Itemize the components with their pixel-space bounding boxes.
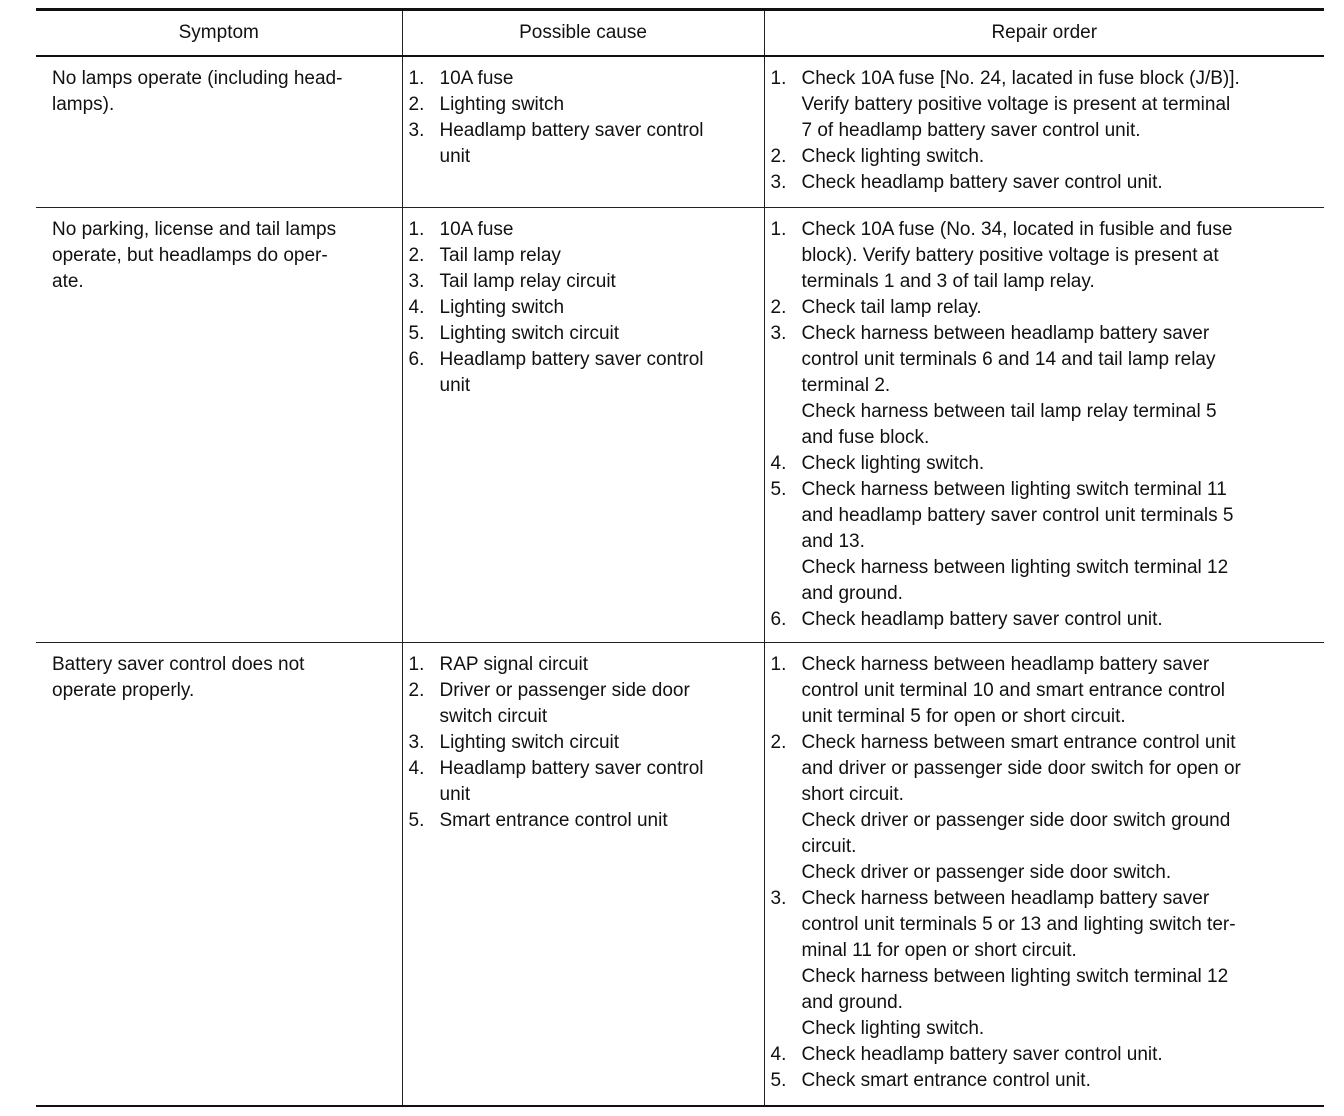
cause-item xyxy=(409,217,756,243)
symptom-text: No parking, license and tail lamps operate, but headlamps do oper- ate. xyxy=(52,219,337,292)
header-possible-cause: Possible cause xyxy=(402,10,764,57)
repair-text: Check harness between headlamp battery saver control unit terminal 10 and smart entrance control unit terminal 5 for open or short circuit. xyxy=(801,654,1225,727)
repair-number: 3. xyxy=(770,323,787,344)
repair-text: Check harness between headlamp battery saver control unit terminals 6 and 14 and tail lamp relay terminal 2. Check harness between tail lamp relay terminal 5 and fuse block. xyxy=(801,323,1217,448)
repair-text: Check headlamp battery saver control unit. xyxy=(801,172,1163,193)
cause-number: 5. xyxy=(408,323,425,344)
table-row xyxy=(36,56,1324,208)
repair-number: 1. xyxy=(770,68,787,89)
repair-item xyxy=(771,217,1317,295)
cause-item xyxy=(409,347,756,399)
cause-item xyxy=(409,118,756,170)
repair-text: Check harness between headlamp battery saver control unit terminals 5 or 13 and lighting switch ter- minal 11 for open or short circuit. Check harness between lighting switch terminal 12 and ground. Check lighting switch. xyxy=(801,888,1236,1039)
repair-list xyxy=(771,217,1317,633)
repair-text: Check harness between lighting switch terminal 11 and headlamp battery saver control unit terminals 5 and 13. Check harness between lighting switch terminal 12 and ground. xyxy=(801,479,1234,604)
repair-number: 3. xyxy=(770,172,787,193)
cause-text: Smart entrance control unit xyxy=(439,810,668,831)
cause-item xyxy=(409,92,756,118)
cause-number: 4. xyxy=(408,758,425,779)
cause-text: Headlamp battery saver control unit xyxy=(439,349,704,396)
repair-text: Check harness between smart entrance control unit and driver or passenger side door switch for open or short circuit. Check driver or passenger side door switch ground circuit. Check driver or passenger side door switch. xyxy=(801,732,1241,883)
cause-number: 3. xyxy=(408,732,425,753)
possible-cause-cell xyxy=(402,56,764,208)
repair-number: 4. xyxy=(770,1044,787,1065)
table-row xyxy=(36,208,1324,643)
cause-item xyxy=(409,756,756,808)
repair-list xyxy=(771,652,1317,1094)
repair-number: 5. xyxy=(770,1070,787,1091)
cause-number: 1. xyxy=(408,654,425,675)
cause-item xyxy=(409,321,756,347)
repair-number: 2. xyxy=(770,732,787,753)
header-repair-order: Repair order xyxy=(764,10,1324,57)
repair-item xyxy=(771,451,1317,477)
cause-item xyxy=(409,295,756,321)
cause-number: 3. xyxy=(408,271,425,292)
cause-text: Lighting switch circuit xyxy=(439,732,620,753)
repair-text: Check 10A fuse [No. 24, lacated in fuse block (J/B)]. Verify battery positive voltage is present at terminal 7 of headlamp battery saver control unit. xyxy=(801,68,1240,141)
symptom-cell xyxy=(36,643,402,1107)
repair-text: Check headlamp battery saver control unit. xyxy=(801,609,1163,630)
repair-item xyxy=(771,1042,1317,1068)
repair-text: Check smart entrance control unit. xyxy=(801,1070,1091,1091)
cause-text: Tail lamp relay circuit xyxy=(439,271,616,292)
cause-number: 2. xyxy=(408,680,425,701)
cause-item xyxy=(409,243,756,269)
repair-item xyxy=(771,886,1317,1042)
symptom-cell xyxy=(36,56,402,208)
cause-item xyxy=(409,66,756,92)
repair-item xyxy=(771,1068,1317,1094)
cause-number: 3. xyxy=(408,120,425,141)
repair-item xyxy=(771,652,1317,730)
possible-cause-cell xyxy=(402,643,764,1107)
cause-list xyxy=(409,652,756,834)
repair-text: Check lighting switch. xyxy=(801,453,985,474)
repair-order-cell xyxy=(764,643,1324,1107)
repair-number: 2. xyxy=(770,297,787,318)
repair-item xyxy=(771,66,1317,144)
cause-text: Driver or passenger side door switch circuit xyxy=(439,680,690,727)
repair-number: 5. xyxy=(770,479,787,500)
cause-text: Lighting switch circuit xyxy=(439,323,620,344)
repair-item xyxy=(771,477,1317,607)
repair-number: 6. xyxy=(770,609,787,630)
cause-number: 2. xyxy=(408,94,425,115)
cause-item xyxy=(409,678,756,730)
cause-text: Lighting switch xyxy=(439,94,565,115)
repair-number: 3. xyxy=(770,888,787,909)
repair-text: Check tail lamp relay. xyxy=(801,297,982,318)
repair-number: 2. xyxy=(770,146,787,167)
cause-text: 10A fuse xyxy=(439,68,514,89)
cause-number: 1. xyxy=(408,68,425,89)
cause-item xyxy=(409,269,756,295)
repair-text: Check lighting switch. xyxy=(801,146,985,167)
cause-list xyxy=(409,66,756,170)
trouble-diagnosis-table xyxy=(36,8,1324,1107)
repair-list xyxy=(771,66,1317,196)
repair-item xyxy=(771,170,1317,196)
cause-number: 6. xyxy=(408,349,425,370)
repair-item xyxy=(771,321,1317,451)
cause-text: RAP signal circuit xyxy=(439,654,589,675)
cause-list xyxy=(409,217,756,399)
cause-item xyxy=(409,730,756,756)
cause-text: Headlamp battery saver control unit xyxy=(439,120,704,167)
cause-item xyxy=(409,652,756,678)
cause-number: 2. xyxy=(408,245,425,266)
repair-order-cell xyxy=(764,208,1324,643)
cause-item xyxy=(409,808,756,834)
cause-number: 5. xyxy=(408,810,425,831)
cause-number: 1. xyxy=(408,219,425,240)
table-header-row xyxy=(36,10,1324,57)
header-symptom: Symptom xyxy=(178,22,259,43)
repair-text: Check headlamp battery saver control unit. xyxy=(801,1044,1163,1065)
repair-item xyxy=(771,730,1317,886)
cause-text: Headlamp battery saver control unit xyxy=(439,758,704,805)
repair-number: 1. xyxy=(770,654,787,675)
cause-number: 4. xyxy=(408,297,425,318)
repair-number: 4. xyxy=(770,453,787,474)
possible-cause-cell xyxy=(402,208,764,643)
repair-order-cell xyxy=(764,56,1324,208)
repair-item xyxy=(771,295,1317,321)
symptom-text: Battery saver control does not operate properly. xyxy=(52,654,305,701)
repair-item xyxy=(771,607,1317,633)
table-row xyxy=(36,643,1324,1107)
repair-number: 1. xyxy=(770,219,787,240)
cause-text: 10A fuse xyxy=(439,219,514,240)
cause-text: Tail lamp relay xyxy=(439,245,561,266)
symptom-cell xyxy=(36,208,402,643)
repair-text: Check 10A fuse (No. 34, located in fusible and fuse block). Verify battery positive voltage is present at terminals 1 and 3 of tail lamp relay. xyxy=(801,219,1233,292)
repair-item xyxy=(771,144,1317,170)
symptom-text: No lamps operate (including head- lamps). xyxy=(52,68,343,115)
cause-text: Lighting switch xyxy=(439,297,565,318)
